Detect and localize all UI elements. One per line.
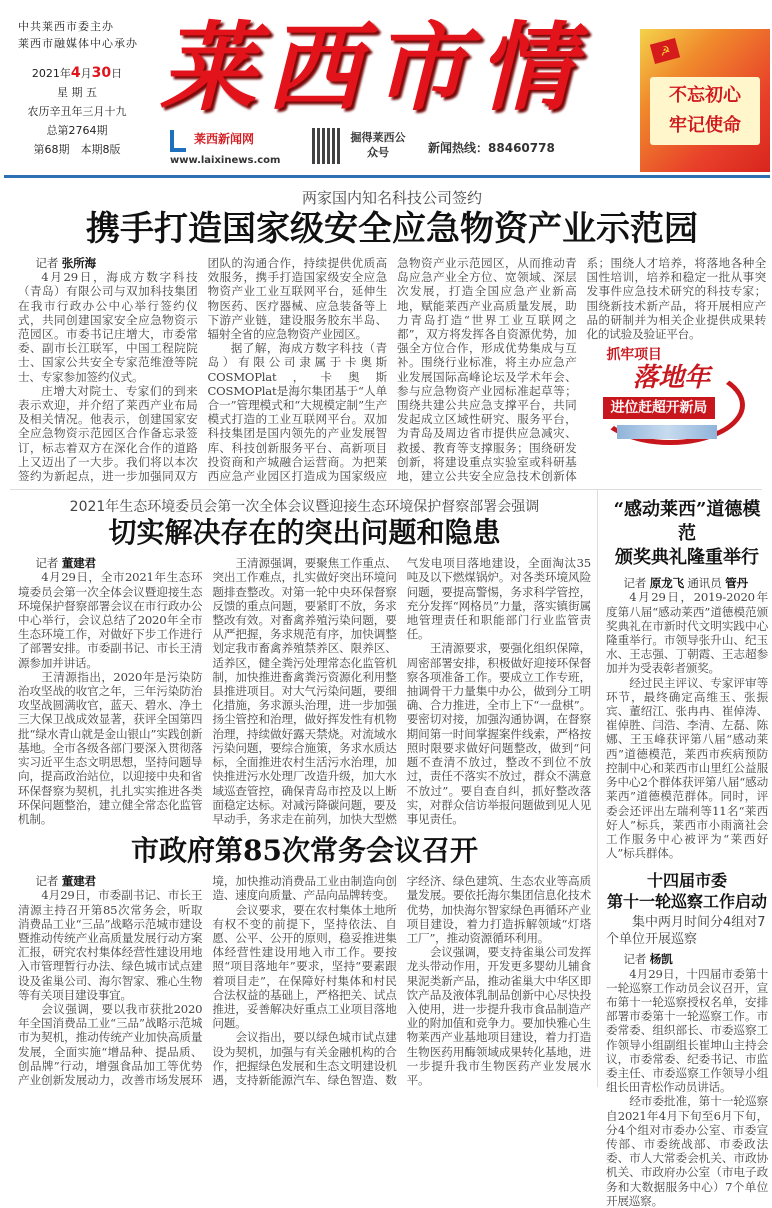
slogan-line-1: 不忘初心 [669,85,741,106]
paragraph: 王清源要求，要强化组织保障，周密部署安排，积极做好迎接环保督察各项准备工作。要成立工作专班，抽调骨干力量集中办公，做到分工明确、合力推进，全市上下“一盘棋”。要密切对接，加强沟通协调，在督察期间第一时间掌握案件线索，严格按照时限要求做好问题整改，做到“问题不查清不放过，整改不到位不放过，责任不落实不放过，群众不满意不放过”。要自查自纠，抓好整改落实，对群众信访举报问题做到见人见事见责任。 [406,641,591,826]
paragraph: 会议强调，要以我市获批2020年全国消费品工业“三品”战略示范城市为契机，推动传统产业加快高质量发展，全面实施“增品种、提品质、创品牌”行动，增强食品加工等优势产业创新发展动力，改善市场发展环境，加快推动消费品工业由制造向创造、速度向质量、产品向品牌转变。 [18,874,397,1087]
article1-headline[interactable]: 携手打造国家级安全应急物资产业示范园 [86,209,698,249]
article5-headline[interactable] [606,870,768,912]
city-skyline-image [617,425,717,439]
promo-line-2: 落地年 [632,363,710,394]
total-issue: 总第2764期 [46,124,108,137]
article4-headline[interactable] [606,498,768,570]
article3-body [18,874,591,1087]
hotline-label: 新闻热线： [428,141,489,155]
lower-sections [0,490,772,1208]
paragraph: 王清源强调，要聚焦工作重点、突出工作难点，扎实做好突出环境问题排查整改。对第一轮中央环保督察反馈的重点问题，要紧盯不放，务求整改有效。对畜禽养殖污染问题，要从严把握，务求规范有序，加快调整划定我市畜禽养殖禁养区、限养区、适养区，健全粪污处理常态化监管机制，加快推进畜禽粪污资源化利用整县推进项目。对大气污染问题，要细化措施，务求源头治理，进一步加强扬尘管控和治理，做好挥发性有机物治理，持续做好露天禁烧。对流域水污染问题，要综合施策，务求水质达标，全面推进农村生活污水治理，加快推进污水处理厂改造升级，加大水域巡查管控，确保青岛市控及以上断面稳定达标。对减污降碳问题，要及早动手，务求走在前列，加快大型燃气发电项目落地建设，全面淘汰35吨及以下燃煤锅炉。对各类环境风险问题，要提高警惕，务求科学管控，充分发挥“网格员”力量，落实镇街属地管理责任和职能部门行业监管责任。 [212,556,591,826]
slogan-banner [640,29,770,172]
paragraph: 4月29日，十四届市委第十一轮巡察工作动员会议召开，宣布第十一轮巡察授权名单，安排部署市委第十一轮巡察工作。市委常委、组织部长、市委巡察工作领导小组副组长崔坤山主持会议，市委常委、纪委书记、市监委主任、市委巡察工作领导小组组长田青松作动员讲话。 [606,966,768,1095]
byline [18,256,198,270]
promo-line-3: 进位赶超开新局 [603,397,716,419]
qr-code-icon [312,128,342,164]
right-column [598,490,772,1208]
date-day: 30 [91,65,112,81]
news-hotline [428,139,555,156]
byline [606,576,768,590]
byline-name: 原龙飞 [649,576,684,591]
article3 [18,834,591,1087]
paragraph: 会议指出，要以绿色城市试点建设为契机，加强与有关金融机构的合作，把握绿色发展和生态文明建设机遇，支持新能源汽车、绿色智造、数字经济、绿色建筑、生态农业等高质量发展。要依托海尔集团信息化技术优势，加快海尔智家绿色再循环产业项目建设，着力打造拆解领域“灯塔工厂”，推动资源循环利用。 [212,874,591,1087]
slogan-line-2: 牢记使命 [669,115,741,136]
byline [18,556,202,570]
byline [18,874,202,888]
news-site-logo-icon [170,130,186,152]
party-flag-icon: ☭ [650,38,680,64]
article1-kicker: 两家国内知名科技公司签约 [301,189,482,207]
paragraph: 4月29日，2019-2020年度第八届“感动莱西”道德模范颁奖典礼在市新时代文明实践中心隆重举行。市领导张升山、纪玉水、王志强、丁朝霞、王志超参加并为受表彰者颁奖。 [606,590,768,676]
headline-line-2: 颁奖典礼隆重举行 [615,547,759,569]
hotline-number: 88460778 [488,141,555,155]
project-year-promo-graphic [587,347,767,447]
masthead-divider [4,175,770,178]
slogan-text [650,77,760,145]
paragraph: 会议要求，要在农村集体土地所有权不变的前提下，坚持依法、自愿、公平、公开的原则，稳妥推进集体经营性建设用地入市工作。要按照“项目落地年”要求，坚持“要素跟着项目走”，在保障好村集体和村民合法权益的基础上，严格把关、试点推进，妥善解决好重点工业项目落地问题。 [212,902,397,1031]
article2 [18,498,591,826]
byline-name-2: 管丹 [725,576,748,591]
byline [606,952,768,966]
byline-name: 张所海 [61,256,96,270]
byline-label: 记者 [623,576,647,591]
date-year: 2021年 [31,67,71,80]
headline-line-2: 第十一轮巡察工作启动 [606,892,767,912]
headline-line-1: 十四届市委 [646,871,727,891]
paragraph: 经市委批准，第十一轮巡察自2021年4月下旬至6月下旬，分4个组对市委办公室、市委宣传部、市委统战部、市委政法委、市人大常委会机关、市政协机关、市政府办公室（市电子政务和大数据服务中心）7个单位开展巡察。 [606,1094,768,1208]
paragraph: 4月29日，全市2021年生态环境委员会第一次全体会议暨迎接生态环境保护督察部署会议在市行政办公中心举行，会议总结了2020年全市生态环境工作，对做好下步工作进行了部署安排。市委副书记、市长王清源参加并讲话。 [18,570,203,670]
date-day-unit: 日 [111,67,123,80]
article3-headline[interactable]: 市政府第85次常务会议召开 [131,834,478,868]
byline-label: 记者 [35,874,59,889]
newspaper-title-logo: 莱西市情 [160,11,584,124]
article2-kicker: 2021年生态环境委员会第一次全体会议暨迎接生态环境保护督察部署会强调 [69,499,540,516]
site-url[interactable]: www.laixinews.com [170,155,281,166]
masthead-info [12,18,142,159]
byline-label-2: 通讯员 [687,576,722,591]
paragraph: 据了解，海成方数字科技（青岛）有限公司隶属于卡奥斯COSMOPlat，卡奥斯COSMOPlat是海尔集团基于“人单合一”管理模式和“大规模定制”生产模式打造的工业互联网平台。双加科技集团是国内领先的产业发展智库、科技创新服务平台、高新项目投资商和产城融合运营商。为把莱西应急产业园区打造成为国家级应急物资产业示范园区，从而推动青岛应急产业全方位、宽领域、深层次发展，打造全国应急产业新高地，赋能莱西产业高质量发展，助力青岛打造“世界工业互联网之都”，双方将发挥各自资源优势，加强全方位合作，形成优势集成与互补。围绕行业标准，将主办应急产业发展国际高峰论坛及学术年会、参与应急物资产业园标准起草等；围绕共建公共应急支撑平台，共同发起成立区域性研究、服务平台，为青岛及周边省市提供应急减灾、救援、教育等支撑服务；围绕研发创新，将建设重点实验室或科研基地，建立公共安全应急技术创新体系；围绕人才培养，将落地各种全国性培训，培养和稳定一批从事突发事件应急技术研究的科技专家；围绕新技术新产品，将开展相应产品的研制并为相关企业提供成果转化的试验及验证平台。 [207,256,766,484]
lunar-date: 农历辛丑年三月十九 [27,105,127,118]
byline-label: 记者 [623,952,647,967]
byline-name: 杨凯 [649,952,673,967]
weekday: 星 期 五 [57,86,97,99]
article1-body [18,256,766,483]
left-columns [0,490,598,1087]
date-month: 4 [70,65,81,81]
news-site-link[interactable] [170,128,300,168]
issue-date [12,64,142,83]
article4 [606,498,768,860]
paragraph: 王清源指出，2020年是污染防治攻坚战的收官之年，三年污染防治攻坚战圆满收官，蓝天、碧水、净土三大保卫战成效显著，获评全国第四批“绿水青山就是金山银山”实践创新基地。全市各级各部门要深入贯彻落实习近平生态文明思想，坚持问题导向，提高政治站位，以迎接中央和省环保督察为契机，扎扎实实推进各类环保问题整治，建立健全常态化监管机制。 [18,669,203,826]
paragraph: 庄增大对院士、专家们的到来表示欢迎，并介绍了莱西产业布局及相关情况。他表示，创建国家安全应急物资示范园区合作备忘录签订，标志着双方在深化合作的道路上又迈出了一大步。我们将以本次签约为新起点，进一步加强同双方团队的沟通合作，持续提供优质高效服务，携手打造国家级安全应急物资产业工业互联网平台，延伸生物医药、医疗器械、应急装备等上下游产业链，建设服务胶东半岛、辐射全省的应急物资产业园区。 [18,256,387,484]
article2-body [18,556,591,826]
site-name: 莱西新闻网 [194,132,255,146]
article2-headline[interactable]: 切实解决存在的突出问题和隐患 [108,516,501,550]
byline-label: 记者 [35,556,59,571]
byline-name: 董建君 [61,556,96,571]
qr-label: 掘得莱西公众号 [350,131,406,159]
article5-subhead: 集中两月时间分4组对7个单位开展巡察 [606,915,766,948]
byline-label: 记者 [35,256,59,270]
organizer: 莱西市融媒体中心承办 [18,37,138,50]
issue-number: 第68期 本期8版 [33,143,121,156]
byline-name: 董建君 [61,874,96,889]
article1 [0,180,772,483]
article5-body [606,952,768,1208]
paragraph: 4月29日，市委副书记、市长王清源主持召开第85次常务会，听取消费品工业“三品”战略示范城市建设暨推动传统产业高质量发展行动方案汇报，研究农村集体经营性建设用地入市管理暂行办法、绿色城市试点建设及雀巢公司、海尔智家、雅心生物等有关项目建设事宜。 [18,888,203,1002]
date-month-unit: 月 [80,67,92,80]
article5 [606,870,768,1208]
article4-body [606,576,768,860]
sponsor: 中共莱西市委主办 [18,20,114,33]
paragraph: 经过民主评议、专家评审等环节，最终确定高维玉、张振宾、董绍江、张冉冉、崔倬涛、崔倬胜、闫浩、李清、左磊、陈娜、王玉峰获评第八届“感动莱西”道德模范，莱西市疾病预防控制中心和莱西市山里红公益服务中心2个群体获评第八届“感动莱西”道德模范群体。同时，评委会还评出左瑞利等11名“莱西好人”标兵，莱西市小雨滴社会工作服务中心被评为“莱西好人”标兵群体。 [606,675,768,861]
headline-line-1: “感动莱西”道德模范 [613,499,761,545]
paragraph: 4月29日，海成方数字科技（青岛）有限公司与双加科技集团在我市行政办公中心举行签约仪式，共同创建国家安全应急物资示范园区。市委书记庄增大，市委常委、副市长江联军，中国工程院院士、国家公共安全专家范维澄等院士、专家参加签约仪式。 [18,270,198,384]
masthead [0,0,772,180]
paragraph: 会议强调，要支持雀巢公司发挥龙头带动作用，开发更多婴幼儿辅食果泥类新产品，推动雀巢大中华区即饮产品及液体乳制品创新中心尽快投入使用，进一步提升我市食品制造产业的附加值和竞争力。要加快雅心生物莱西产业基地项目建设，着力打造生物医药用酶领域成果转化基地，进一步提升我市生物医药产业发展水平。 [406,945,591,1087]
promo-line-1: 抓牢项目 [606,347,662,364]
